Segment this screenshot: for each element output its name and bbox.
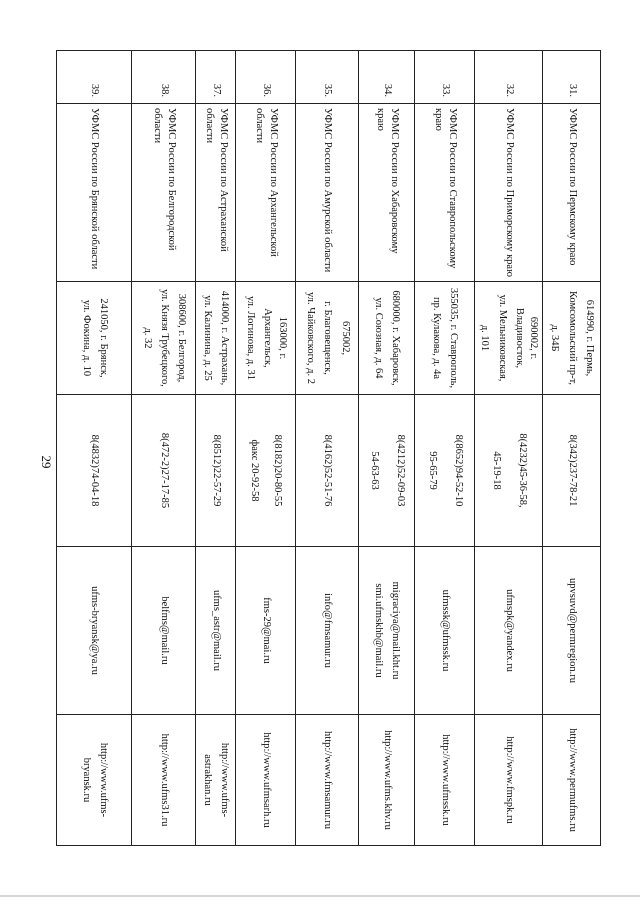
email-link[interactable]: ufms-bryansk@ya.ru — [89, 586, 101, 675]
website-link[interactable]: http://www.ufms- — [97, 742, 109, 818]
phone-line: факс 20-92-58 — [249, 439, 261, 502]
office-phone — [359, 395, 415, 547]
office-email — [359, 547, 415, 715]
scan-artifact-line — [0, 895, 640, 897]
office-phone — [196, 395, 236, 547]
email-link[interactable]: migraciya@mail.kht.ru — [390, 581, 402, 680]
office-website — [236, 715, 296, 846]
office-website — [196, 715, 236, 846]
row-number: 39. — [57, 51, 132, 104]
office-address — [296, 282, 359, 395]
office-email — [475, 547, 543, 715]
table-row — [132, 51, 196, 846]
office-email — [57, 547, 132, 715]
address-line: 675002, — [339, 320, 351, 356]
address-line: ул. Князя Трубецкого, — [158, 289, 170, 387]
office-phone — [132, 395, 196, 547]
address-line: ул. Союзная, д. 64 — [373, 297, 385, 379]
office-website — [132, 715, 196, 846]
office-address — [132, 282, 196, 395]
office-name: УФМС России по Хабаровскому краю — [359, 104, 415, 282]
phone-line: 8(8652)94-52-10 — [452, 434, 464, 507]
website-link[interactable]: http://www.fmsamur.ru — [322, 731, 334, 829]
office-website — [296, 715, 359, 846]
office-address — [475, 282, 543, 395]
table-row — [236, 51, 296, 846]
office-email — [196, 547, 236, 715]
office-phone — [57, 395, 132, 547]
table-row — [296, 51, 359, 846]
office-name: УФМС России по Архангельской области — [236, 104, 296, 282]
office-name: УФМС России по Брянской области — [57, 104, 132, 282]
office-website — [475, 715, 543, 846]
office-email — [236, 547, 296, 715]
office-website — [415, 715, 475, 846]
table-row — [359, 51, 415, 846]
office-website — [543, 715, 601, 846]
address-line: 241050, г. Брянск, — [97, 298, 109, 378]
address-line: д. 101 — [479, 324, 491, 352]
website-link[interactable]: http://www.ufmssk.ru — [439, 734, 451, 826]
office-address — [359, 282, 415, 395]
email-link[interactable]: info@fmsamur.ru — [322, 593, 334, 668]
address-line: 614990, г. Пермь, — [583, 299, 595, 377]
office-address — [196, 282, 236, 395]
office-name: УФМС России по Пермскому краю — [543, 104, 601, 282]
address-line: 163000, г. Архангельск, — [262, 308, 288, 368]
phone-line: 8(4232)45-36-58, — [516, 433, 528, 508]
office-address — [415, 282, 475, 395]
office-address — [543, 282, 601, 395]
phone-line: 8(472-2)27-17-85 — [158, 432, 170, 509]
address-line: ул. Мельниковская, — [496, 294, 508, 382]
table-row — [543, 51, 601, 846]
website-link[interactable]: astrakhan.ru — [202, 754, 214, 806]
office-email — [415, 547, 475, 715]
email-link[interactable]: upvsuvd@permregion.ru — [566, 577, 578, 684]
website-link[interactable]: http://www.ufmsarh.ru — [260, 732, 272, 828]
office-phone — [543, 395, 601, 547]
office-name: УФМС России по Белгородской области — [132, 104, 196, 282]
address-line: 355035, г. Ставрополь, — [448, 287, 460, 389]
website-link[interactable]: http://www.permufms.ru — [566, 728, 578, 832]
address-line: 308600, г. Белгород, — [176, 293, 188, 383]
office-email — [132, 547, 196, 715]
website-link[interactable]: http://www.ufms31.ru — [158, 733, 170, 827]
office-phone — [296, 395, 359, 547]
phone-line: 45-19-18 — [490, 451, 502, 490]
phone-line: 54-63-63 — [368, 451, 380, 490]
table-row — [57, 51, 132, 846]
row-number: 32. — [475, 51, 543, 104]
email-link[interactable]: fms-29@mai.ru — [260, 597, 272, 664]
row-number: 36. — [236, 51, 296, 104]
row-number: 31. — [543, 51, 601, 104]
office-email — [296, 547, 359, 715]
table-row — [475, 51, 543, 846]
phone-line: 8(8512)22-57-29 — [210, 434, 222, 507]
office-name: УФМС России по Ставропольскому краю — [415, 104, 475, 282]
email-link[interactable]: smi.ufmskhb@mail.ru — [373, 583, 385, 678]
row-number: 38. — [132, 51, 196, 104]
fms-offices-table — [56, 50, 601, 846]
phone-line: 8(4162)52-51-76 — [322, 434, 334, 507]
office-phone — [475, 395, 543, 547]
office-name: УФМС России по Астраханской области — [196, 104, 236, 282]
office-name: УФМС России по Амурской области — [296, 104, 359, 282]
office-phone — [415, 395, 475, 547]
address-line: д. 34Б — [549, 324, 561, 352]
address-line: ул. Фокина, д. 10 — [80, 299, 92, 377]
office-website — [57, 715, 132, 846]
address-line: ул. Калинина, д. 25 — [202, 295, 214, 381]
row-number: 33. — [415, 51, 475, 104]
office-address — [57, 282, 132, 395]
office-address — [236, 282, 296, 395]
website-link[interactable]: bryansk.ru — [80, 757, 92, 803]
email-link[interactable]: ufms_astr@mail.ru — [210, 589, 222, 672]
page-number: 29 — [39, 455, 54, 469]
table-row — [196, 51, 236, 846]
website-link[interactable]: http://www.fmspk.ru — [503, 736, 515, 824]
address-line: пр. Кулакова, д. 4а — [431, 296, 443, 380]
address-line: г. Благовещенск, — [322, 301, 334, 375]
phone-line: 95-65-79 — [426, 451, 438, 490]
address-line: д. 32 — [141, 327, 153, 349]
address-line: ул. Логинова, д. 31 — [245, 295, 257, 380]
phone-line: 8(4212)52-09-03 — [394, 434, 406, 507]
phone-line: 8(8182)20-80-55 — [272, 434, 284, 507]
email-link[interactable]: ufmssk@ufmssk.ru — [439, 589, 451, 672]
office-phone — [236, 395, 296, 547]
address-line: 680000, г. Хабаровск, — [390, 290, 402, 386]
website-link[interactable]: http://www.ufms.khv.ru — [381, 730, 393, 830]
office-name: УФМС России по Приморскому краю — [475, 104, 543, 282]
phone-line: 8(342)237-78-21 — [566, 434, 578, 507]
address-line: 414000, г. Астрахань, — [219, 290, 231, 386]
address-line: 690002, г. Владивосток, — [513, 307, 539, 369]
office-website — [359, 715, 415, 846]
email-link[interactable]: ufmspk@yandex.ru — [503, 589, 515, 672]
address-line: ул. Чайковского, д. 2 — [305, 292, 317, 384]
office-email — [543, 547, 601, 715]
table-row — [415, 51, 475, 846]
row-number: 34. — [359, 51, 415, 104]
rotated-table-container — [65, 50, 601, 845]
row-number: 37. — [196, 51, 236, 104]
row-number: 35. — [296, 51, 359, 104]
website-link[interactable]: http://www.ufms- — [219, 742, 231, 818]
phone-line: 8(4832)74-04-18 — [89, 434, 101, 507]
address-line: Комсомольский пр-т, — [566, 290, 578, 386]
email-link[interactable]: belfms@mail.ru — [158, 596, 170, 665]
